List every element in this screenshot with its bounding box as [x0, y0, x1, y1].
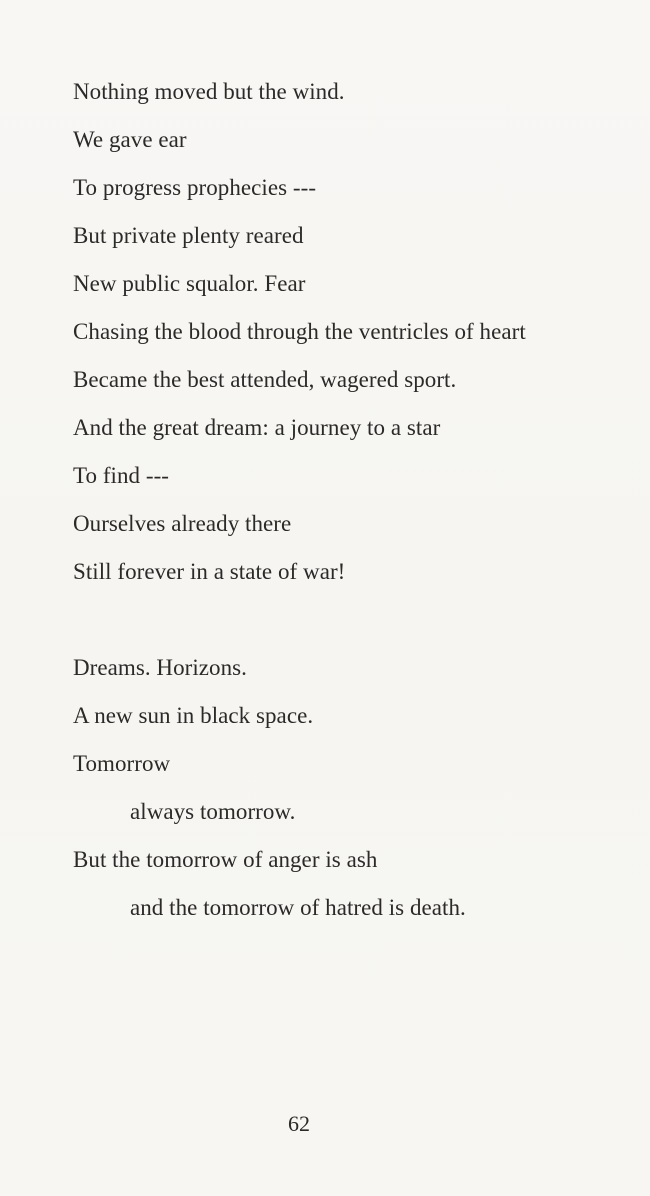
poem-line: Tomorrow: [73, 751, 171, 776]
poem-line: Still forever in a state of war!: [73, 559, 346, 584]
poem-line-indented: always tomorrow.: [130, 799, 296, 824]
poem: [73, 80, 633, 944]
poem-line: Dreams. Horizons.: [73, 655, 247, 680]
poem-line: Became the best attended, wagered sport.: [73, 367, 457, 392]
poem-line: A new sun in black space.: [73, 703, 314, 728]
poem-line: And the great dream: a journey to a star: [73, 415, 441, 440]
poem-line-indented: and the tomorrow of hatred is death.: [130, 895, 466, 920]
poem-line: New public squalor. Fear: [73, 271, 306, 296]
poem-line: We gave ear: [73, 127, 187, 152]
stanza-break: [73, 608, 633, 656]
poem-line: Ourselves already there: [73, 511, 292, 536]
poem-line: To progress prophecies ---: [73, 175, 317, 200]
poem-line: But the tomorrow of anger is ash: [73, 847, 378, 872]
stanza-2: [73, 656, 633, 920]
poem-line: But private plenty reared: [73, 223, 304, 248]
page-number: 62: [288, 1111, 310, 1136]
poem-line: Nothing moved but the wind.: [73, 79, 345, 104]
poem-line: To find ---: [73, 463, 170, 488]
stanza-1: [73, 80, 633, 584]
poem-line: Chasing the blood through the ventricles of heart: [73, 319, 526, 344]
